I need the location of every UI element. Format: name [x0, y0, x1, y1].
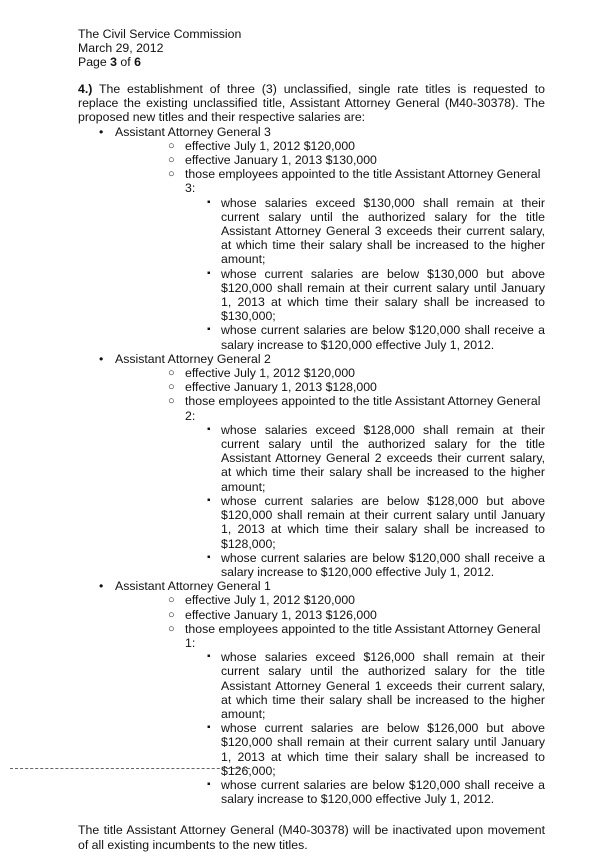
- intro-paragraph: [78, 82, 545, 125]
- document-body: [78, 82, 545, 852]
- title-item: [78, 125, 545, 352]
- intro-text: The establishment of three (3) unclassified, single rate titles is requested to replace the existing unclassified title, Assistant Attorney General (M40-30378). The proposed new titles and their respective salaries are:: [78, 82, 545, 125]
- effective-item: ○ effective July 1, 2012 $120,000: [168, 366, 356, 381]
- circle-bullet-icon: ○: [168, 139, 175, 152]
- titles-list: [78, 125, 545, 807]
- footer-divider: [10, 768, 250, 769]
- circle-bullet-icon: ○: [168, 168, 175, 181]
- title-details: [115, 139, 545, 196]
- closing-paragraph: The title Assistant Attorney General (M40-30378) will be inactivated upon movement of all existing incumbents to the new titles.: [78, 823, 545, 852]
- square-bullet-icon: ▪: [207, 324, 211, 336]
- title-name: Assistant Attorney General 2: [115, 351, 271, 366]
- appointed-item: ○ those employees appointed to the title Assistant Attorney General 3:: [168, 167, 541, 196]
- effective-item: ○ effective January 1, 2013 $130,000: [168, 153, 377, 168]
- letter-header: [78, 27, 241, 70]
- salary-rules: [115, 650, 545, 806]
- bullet-icon: •: [99, 579, 104, 594]
- circle-bullet-icon: ○: [168, 367, 175, 380]
- square-bullet-icon: ▪: [207, 494, 211, 506]
- circle-bullet-icon: ○: [168, 395, 175, 408]
- item-number: 4.): [78, 82, 93, 96]
- rule-item: ▪ whose salaries exceed $126,000 shall remain at their current salary until the authorized salary for the title Assistant Attorney General 1 exceeds their current salary, at which time their salary shall be increased to the higher amount;: [207, 650, 545, 721]
- square-bullet-icon: ▪: [207, 267, 211, 279]
- title-details: [115, 366, 545, 423]
- title-item: [78, 352, 545, 579]
- square-bullet-icon: ▪: [207, 651, 211, 663]
- title-name: Assistant Attorney General 1: [115, 579, 271, 594]
- square-bullet-icon: ▪: [207, 778, 211, 790]
- salary-rules: [115, 423, 545, 579]
- effective-item: ○ effective July 1, 2012 $120,000: [168, 593, 356, 608]
- effective-item: ○ effective January 1, 2013 $126,000: [168, 607, 377, 622]
- recipient-line: The Civil Service Commission: [78, 27, 242, 41]
- circle-bullet-icon: ○: [168, 608, 175, 621]
- date-line: March 29, 2012: [78, 41, 164, 56]
- effective-item: ○ effective July 1, 2012 $120,000: [168, 138, 356, 153]
- rule-item: ▪ whose current salaries are below $120,000 shall receive a salary increase to $120,000 effective July 1, 2012.: [207, 777, 545, 807]
- rule-item: ▪ whose current salaries are below $130,000 but above $120,000 shall remain at their current salary until January 1, 2013 at which time their salary shall be increased to $130,000;: [207, 266, 545, 324]
- square-bullet-icon: ▪: [207, 423, 211, 435]
- square-bullet-icon: ▪: [207, 551, 211, 563]
- page-total: 6: [134, 55, 141, 70]
- rule-item: ▪ whose salaries exceed $130,000 shall remain at their current salary until the authorized salary for the title Assistant Attorney General 3 exceeds their current salary, at which time their salary shall be increased to the higher amount;: [207, 195, 545, 267]
- page-indicator: Page 3 of 6: [78, 55, 141, 70]
- title-name: Assistant Attorney General 3: [115, 124, 271, 139]
- bullet-icon: •: [99, 351, 104, 366]
- circle-bullet-icon: ○: [168, 594, 175, 607]
- square-bullet-icon: ▪: [207, 722, 211, 734]
- title-item: [78, 579, 545, 806]
- appointed-item: ○ those employees appointed to the title Assistant Attorney General 2:: [168, 394, 541, 423]
- circle-bullet-icon: ○: [168, 381, 175, 394]
- salary-rules: [115, 196, 545, 352]
- appointed-item: ○ those employees appointed to the title Assistant Attorney General 1:: [168, 621, 541, 650]
- title-details: [115, 593, 545, 650]
- bullet-icon: •: [99, 124, 104, 139]
- circle-bullet-icon: ○: [168, 622, 175, 635]
- rule-item: ▪ whose current salaries are below $120,000 shall receive a salary increase to $120,000 effective July 1, 2012.: [207, 550, 545, 579]
- page-number: 3: [110, 55, 117, 70]
- rule-item: ▪ whose salaries exceed $128,000 shall remain at their current salary until the authorized salary for the title Assistant Attorney General 2 exceeds their current salary, at which time their salary shall be increased to the higher amount;: [207, 422, 545, 494]
- effective-item: ○ effective January 1, 2013 $128,000: [168, 380, 377, 395]
- square-bullet-icon: ▪: [207, 196, 211, 208]
- rule-item: ▪ whose current salaries are below $120,000 shall receive a salary increase to $120,000 effective July 1, 2012.: [207, 323, 545, 352]
- rule-item: ▪ whose current salaries are below $128,000 but above $120,000 shall remain at their current salary until January 1, 2013 at which time their salary shall be increased to $128,000;: [207, 493, 545, 551]
- rule-item: ▪ whose current salaries are below $126,000 but above $120,000 shall remain at their current salary until January 1, 2013 at which time their salary shall be increased to $126,000;: [207, 721, 545, 778]
- circle-bullet-icon: ○: [168, 154, 175, 167]
